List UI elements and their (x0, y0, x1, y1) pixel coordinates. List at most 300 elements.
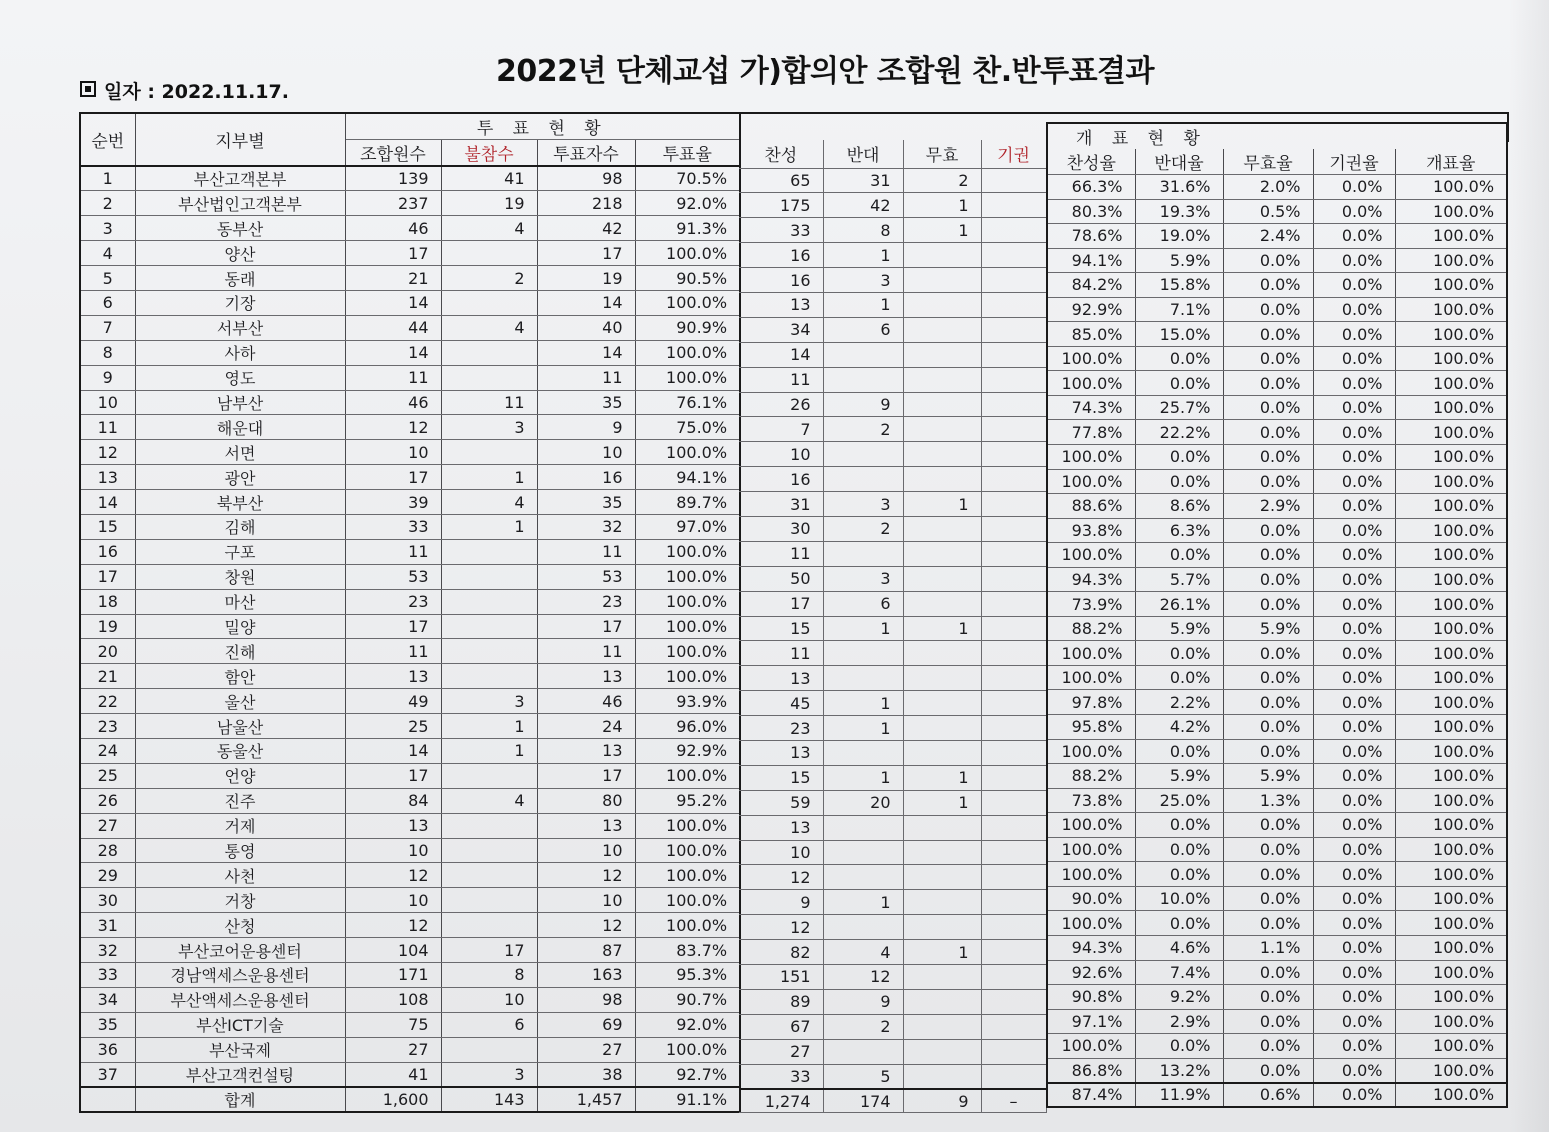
table-row (739, 691, 1046, 716)
table-row (80, 440, 740, 465)
cell-invalid (903, 890, 981, 915)
cell-abstain-rate: 0.0% (1313, 420, 1395, 445)
cell-absent: 2 (441, 266, 537, 291)
cell-count-rate: 100.0% (1395, 273, 1507, 298)
cell-invalid-rate: 0.0% (1223, 911, 1313, 936)
cell-count-rate: 100.0% (1395, 886, 1507, 911)
cell-abstain-rate: 0.0% (1313, 739, 1395, 764)
total-row (739, 1089, 1046, 1113)
cell-members: 21 (345, 266, 441, 291)
cell-no: 1 (823, 243, 903, 268)
cell-absent: 4 (441, 315, 537, 340)
cell-voters: 13 (537, 813, 635, 838)
count-values-table (739, 140, 1047, 1113)
table-row (739, 740, 1046, 765)
cell-no-rate: 19.0% (1135, 224, 1223, 249)
cell-yes: 13 (739, 292, 823, 317)
cell-yes: 15 (739, 765, 823, 790)
cell-invalid (903, 1039, 981, 1064)
cell-invalid-rate: 1.1% (1223, 935, 1313, 960)
table-row (1047, 862, 1507, 887)
cell-branch: 거제 (135, 813, 345, 838)
cell-seq: 17 (80, 564, 135, 589)
cell-branch: 밀양 (135, 614, 345, 639)
header-turnout: 투표율 (635, 140, 740, 167)
cell-yes-rate: 95.8% (1047, 715, 1135, 740)
cell-no-rate: 26.1% (1135, 592, 1223, 617)
cell-no-rate: 0.0% (1135, 445, 1223, 470)
cell-no-rate: 0.0% (1135, 813, 1223, 838)
table-row (80, 340, 740, 365)
cell-invalid-rate: 0.0% (1223, 273, 1313, 298)
cell-abstain (981, 965, 1046, 990)
cell-invalid-rate: 0.0% (1223, 837, 1313, 862)
cell-absent (441, 241, 537, 266)
cell-invalid-rate: 2.4% (1223, 224, 1313, 249)
table-row (1047, 641, 1507, 666)
cell-no: 1 (823, 716, 903, 741)
vote-status-table (79, 112, 741, 1113)
header-vote-status: 투 표 현 황 (345, 113, 740, 140)
cell-invalid (903, 566, 981, 591)
cell-voters: 14 (537, 290, 635, 315)
cell-count-rate: 100.0% (1395, 739, 1507, 764)
cell-no: 1 (823, 691, 903, 716)
header-no: 반대 (823, 140, 903, 168)
cell-invalid (903, 1064, 981, 1089)
cell-absent (441, 913, 537, 938)
cell-absent: 4 (441, 216, 537, 241)
cell-seq: 25 (80, 763, 135, 788)
cell-count-rate: 100.0% (1395, 764, 1507, 789)
table-row (739, 566, 1046, 591)
cell-members: 108 (345, 987, 441, 1012)
cell-voters: 1,457 (537, 1087, 635, 1112)
cell-invalid (903, 641, 981, 666)
cell-abstain-rate: 0.0% (1313, 715, 1395, 740)
table-row (739, 342, 1046, 367)
cell-absent: 1 (441, 465, 537, 490)
table-row (1047, 469, 1507, 494)
table-row (1047, 715, 1507, 740)
cell-absent: 1 (441, 514, 537, 539)
cell-members: 10 (345, 888, 441, 913)
cell-members: 41 (345, 1062, 441, 1087)
cell-turnout: 100.0% (635, 365, 740, 390)
cell-members: 27 (345, 1037, 441, 1062)
table-row (80, 490, 740, 515)
cell-voters: 98 (537, 987, 635, 1012)
cell-count-rate: 100.0% (1395, 788, 1507, 813)
table-row (739, 442, 1046, 467)
cell-seq: 31 (80, 913, 135, 938)
cell-count-rate: 100.0% (1395, 592, 1507, 617)
cell-abstain (981, 492, 1046, 517)
cell-seq: 1 (80, 166, 135, 191)
cell-branch: 김해 (135, 514, 345, 539)
table-row (1047, 1058, 1507, 1083)
cell-abstain (981, 268, 1046, 293)
cell-no-rate: 25.7% (1135, 395, 1223, 420)
table-row (739, 492, 1046, 517)
table-row (739, 915, 1046, 940)
table-row (80, 963, 740, 988)
cell-invalid-rate: 0.0% (1223, 715, 1313, 740)
cell-members: 25 (345, 714, 441, 739)
cell-invalid (903, 691, 981, 716)
cell-absent: 3 (441, 415, 537, 440)
header-yes-rate: 찬성율 (1047, 149, 1135, 175)
cell-no (823, 865, 903, 890)
cell-yes-rate: 73.9% (1047, 592, 1135, 617)
cell-members: 1,600 (345, 1087, 441, 1112)
cell-turnout: 76.1% (635, 390, 740, 415)
cell-seq: 32 (80, 938, 135, 963)
table-row (80, 714, 740, 739)
cell-invalid (903, 317, 981, 342)
cell-abstain (981, 591, 1046, 616)
count-rates-table (1046, 122, 1508, 1108)
table-row (80, 813, 740, 838)
cell-invalid-rate: 0.0% (1223, 543, 1313, 568)
cell-absent: 17 (441, 938, 537, 963)
cell-yes: 16 (739, 467, 823, 492)
cell-no-rate: 22.2% (1135, 420, 1223, 445)
cell-abstain-rate: 0.0% (1313, 641, 1395, 666)
table-row (739, 516, 1046, 541)
cell-voters: 11 (537, 365, 635, 390)
cell-invalid (903, 541, 981, 566)
cell-yes: 50 (739, 566, 823, 591)
cell-invalid-rate: 0.0% (1223, 445, 1313, 470)
table-row (1047, 567, 1507, 592)
table-row (80, 539, 740, 564)
cell-yes: 89 (739, 989, 823, 1014)
cell-yes: 45 (739, 691, 823, 716)
cell-no-rate: 15.0% (1135, 322, 1223, 347)
table-row (1047, 395, 1507, 420)
cell-members: 17 (345, 465, 441, 490)
cell-invalid (903, 989, 981, 1014)
cell-invalid (903, 467, 981, 492)
cell-turnout: 97.0% (635, 514, 740, 539)
cell-seq: 36 (80, 1037, 135, 1062)
table-row (80, 738, 740, 763)
cell-invalid (903, 292, 981, 317)
cell-invalid (903, 740, 981, 765)
cell-branch: 동울산 (135, 738, 345, 763)
cell-invalid-rate: 0.0% (1223, 248, 1313, 273)
cell-invalid-rate: 0.0% (1223, 346, 1313, 371)
cell-invalid-rate: 0.0% (1223, 1009, 1313, 1034)
cell-abstain-rate: 0.0% (1313, 346, 1395, 371)
cell-turnout: 100.0% (635, 564, 740, 589)
cell-no-rate: 2.9% (1135, 1009, 1223, 1034)
header-seq: 순번 (80, 113, 135, 166)
header-members: 조합원수 (345, 140, 441, 167)
table-row (739, 666, 1046, 691)
cell-yes-rate: 97.1% (1047, 1009, 1135, 1034)
cell-absent (441, 290, 537, 315)
cell-branch: 창원 (135, 564, 345, 589)
cell-branch: 통영 (135, 838, 345, 863)
cell-no-rate: 4.2% (1135, 715, 1223, 740)
cell-seq (80, 1087, 135, 1112)
cell-abstain-rate: 0.0% (1313, 788, 1395, 813)
cell-branch: 거창 (135, 888, 345, 913)
table-row (80, 514, 740, 539)
cell-branch: 서부산 (135, 315, 345, 340)
cell-invalid-rate: 0.0% (1223, 886, 1313, 911)
cell-yes-rate: 88.6% (1047, 494, 1135, 519)
cell-count-rate: 100.0% (1395, 862, 1507, 887)
cell-voters: 87 (537, 938, 635, 963)
cell-abstain (981, 716, 1046, 741)
table-row (739, 1014, 1046, 1039)
cell-turnout: 100.0% (635, 1037, 740, 1062)
cell-abstain-rate: 0.0% (1313, 837, 1395, 862)
cell-count-rate: 100.0% (1395, 494, 1507, 519)
cell-absent: 1 (441, 714, 537, 739)
table-row (739, 815, 1046, 840)
cell-yes: 10 (739, 442, 823, 467)
cell-no-rate: 4.6% (1135, 935, 1223, 960)
table-row (1047, 518, 1507, 543)
cell-invalid-rate: 0.0% (1223, 813, 1313, 838)
cell-abstain (981, 317, 1046, 342)
cell-invalid-rate: 0.0% (1223, 420, 1313, 445)
cell-abstain (981, 243, 1046, 268)
cell-no: 1 (823, 616, 903, 641)
cell-yes: 14 (739, 342, 823, 367)
cell-no-rate: 7.4% (1135, 960, 1223, 985)
cell-absent: 8 (441, 963, 537, 988)
cell-voters: 23 (537, 589, 635, 614)
cell-count-rate: 100.0% (1395, 248, 1507, 273)
cell-voters: 27 (537, 1037, 635, 1062)
cell-branch: 남부산 (135, 390, 345, 415)
cell-voters: 14 (537, 340, 635, 365)
cell-invalid: 2 (903, 168, 981, 193)
cell-voters: 13 (537, 664, 635, 689)
cell-absent (441, 888, 537, 913)
cell-abstain-rate: 0.0% (1313, 297, 1395, 322)
cell-seq: 15 (80, 514, 135, 539)
cell-absent: 6 (441, 1012, 537, 1037)
table-row (80, 913, 740, 938)
table-row (739, 268, 1046, 293)
header-absent: 불참수 (441, 140, 537, 167)
cell-invalid-rate: 0.0% (1223, 371, 1313, 396)
table-row (80, 987, 740, 1012)
cell-seq: 6 (80, 290, 135, 315)
cell-voters: 53 (537, 564, 635, 589)
cell-invalid-rate: 0.0% (1223, 518, 1313, 543)
cell-yes-rate: 87.4% (1047, 1083, 1135, 1107)
cell-voters: 163 (537, 963, 635, 988)
table-row (80, 838, 740, 863)
cell-absent: 4 (441, 490, 537, 515)
cell-yes-rate: 94.3% (1047, 567, 1135, 592)
cell-voters: 35 (537, 490, 635, 515)
cell-no: 2 (823, 516, 903, 541)
cell-no-rate: 7.1% (1135, 297, 1223, 322)
cell-abstain (981, 989, 1046, 1014)
cell-seq: 16 (80, 539, 135, 564)
cell-invalid-rate: 0.0% (1223, 322, 1313, 347)
cell-abstain-rate: 0.0% (1313, 935, 1395, 960)
header-abstain: 기권 (981, 140, 1046, 168)
cell-members: 13 (345, 664, 441, 689)
cell-no (823, 740, 903, 765)
cell-count-rate: 100.0% (1395, 469, 1507, 494)
cell-yes: 13 (739, 666, 823, 691)
cell-branch: 마산 (135, 589, 345, 614)
cell-voters: 69 (537, 1012, 635, 1037)
cell-absent: 3 (441, 1062, 537, 1087)
cell-turnout: 90.9% (635, 315, 740, 340)
cell-absent: 10 (441, 987, 537, 1012)
cell-count-rate: 100.0% (1395, 567, 1507, 592)
cell-no-rate: 0.0% (1135, 371, 1223, 396)
cell-branch: 기장 (135, 290, 345, 315)
cell-branch: 사하 (135, 340, 345, 365)
cell-no: 42 (823, 193, 903, 218)
cell-no-rate: 0.0% (1135, 665, 1223, 690)
cell-invalid-rate: 0.0% (1223, 395, 1313, 420)
cell-yes: 13 (739, 815, 823, 840)
cell-no-rate: 9.2% (1135, 985, 1223, 1010)
cell-members: 23 (345, 589, 441, 614)
cell-yes: 1,274 (739, 1089, 823, 1113)
cell-abstain (981, 193, 1046, 218)
cell-members: 53 (345, 564, 441, 589)
cell-seq: 29 (80, 863, 135, 888)
cell-voters: 12 (537, 913, 635, 938)
header-count-status: 개 표 현 황 (1047, 123, 1507, 149)
cell-no: 8 (823, 218, 903, 243)
cell-abstain (981, 1064, 1046, 1089)
cell-abstain-rate: 0.0% (1313, 1083, 1395, 1107)
table-row (80, 1037, 740, 1062)
table-row (739, 193, 1046, 218)
table-row (739, 1039, 1046, 1064)
page-edge-shadow (1509, 0, 1549, 1132)
cell-no (823, 815, 903, 840)
cell-members: 17 (345, 241, 441, 266)
cell-abstain (981, 292, 1046, 317)
cell-abstain (981, 666, 1046, 691)
cell-members: 139 (345, 166, 441, 191)
date-label: 일자 : 2022.11.17. (104, 81, 289, 103)
cell-abstain-rate: 0.0% (1313, 494, 1395, 519)
cell-invalid: 1 (903, 790, 981, 815)
cell-no-rate: 25.0% (1135, 788, 1223, 813)
cell-absent: 19 (441, 191, 537, 216)
table-row (1047, 665, 1507, 690)
table-row (739, 790, 1046, 815)
cell-abstain-rate: 0.0% (1313, 567, 1395, 592)
cell-voters: 80 (537, 788, 635, 813)
cell-abstain-rate: 0.0% (1313, 813, 1395, 838)
cell-members: 13 (345, 813, 441, 838)
cell-no: 4 (823, 940, 903, 965)
cell-no: 174 (823, 1089, 903, 1113)
cell-no: 9 (823, 989, 903, 1014)
cell-no-rate: 0.0% (1135, 862, 1223, 887)
cell-turnout: 93.9% (635, 689, 740, 714)
cell-yes: 12 (739, 865, 823, 890)
cell-no (823, 641, 903, 666)
cell-turnout: 100.0% (635, 863, 740, 888)
table-row (1047, 175, 1507, 200)
cell-members: 171 (345, 963, 441, 988)
cell-yes-rate: 100.0% (1047, 641, 1135, 666)
table-row (739, 965, 1046, 990)
cell-count-rate: 100.0% (1395, 616, 1507, 641)
cell-yes: 11 (739, 367, 823, 392)
cell-invalid: 1 (903, 492, 981, 517)
cell-voters: 35 (537, 390, 635, 415)
cell-yes: 30 (739, 516, 823, 541)
cell-voters: 98 (537, 166, 635, 191)
cell-yes: 16 (739, 243, 823, 268)
cell-abstain-rate: 0.0% (1313, 985, 1395, 1010)
cell-count-rate: 100.0% (1395, 346, 1507, 371)
cell-invalid-rate: 5.9% (1223, 616, 1313, 641)
cell-no-rate: 5.9% (1135, 616, 1223, 641)
table-row (1047, 248, 1507, 273)
cell-count-rate: 100.0% (1395, 715, 1507, 740)
cell-absent (441, 614, 537, 639)
cell-yes-rate: 100.0% (1047, 543, 1135, 568)
cell-seq: 27 (80, 813, 135, 838)
table-row (80, 639, 740, 664)
cell-invalid-rate: 0.0% (1223, 985, 1313, 1010)
cell-members: 11 (345, 365, 441, 390)
cell-yes: 33 (739, 1064, 823, 1089)
cell-invalid (903, 591, 981, 616)
cell-yes-rate: 100.0% (1047, 346, 1135, 371)
cell-yes: 27 (739, 1039, 823, 1064)
cell-yes-rate: 93.8% (1047, 518, 1135, 543)
cell-seq: 19 (80, 614, 135, 639)
cell-members: 14 (345, 738, 441, 763)
cell-members: 11 (345, 639, 441, 664)
cell-count-rate: 100.0% (1395, 911, 1507, 936)
cell-yes: 10 (739, 840, 823, 865)
cell-count-rate: 100.0% (1395, 1083, 1507, 1107)
cell-members: 75 (345, 1012, 441, 1037)
cell-voters: 13 (537, 738, 635, 763)
cell-no (823, 1039, 903, 1064)
cell-abstain-rate: 0.0% (1313, 960, 1395, 985)
cell-turnout: 100.0% (635, 838, 740, 863)
cell-seq: 35 (80, 1012, 135, 1037)
cell-no: 6 (823, 591, 903, 616)
cell-turnout: 100.0% (635, 888, 740, 913)
cell-absent (441, 639, 537, 664)
cell-count-rate: 100.0% (1395, 960, 1507, 985)
table-row (1047, 911, 1507, 936)
cell-members: 46 (345, 390, 441, 415)
cell-yes: 16 (739, 268, 823, 293)
header-no-rate: 반대율 (1135, 149, 1223, 175)
table-row (739, 168, 1046, 193)
cell-no-rate: 5.9% (1135, 248, 1223, 273)
cell-members: 46 (345, 216, 441, 241)
table-row (80, 1062, 740, 1087)
